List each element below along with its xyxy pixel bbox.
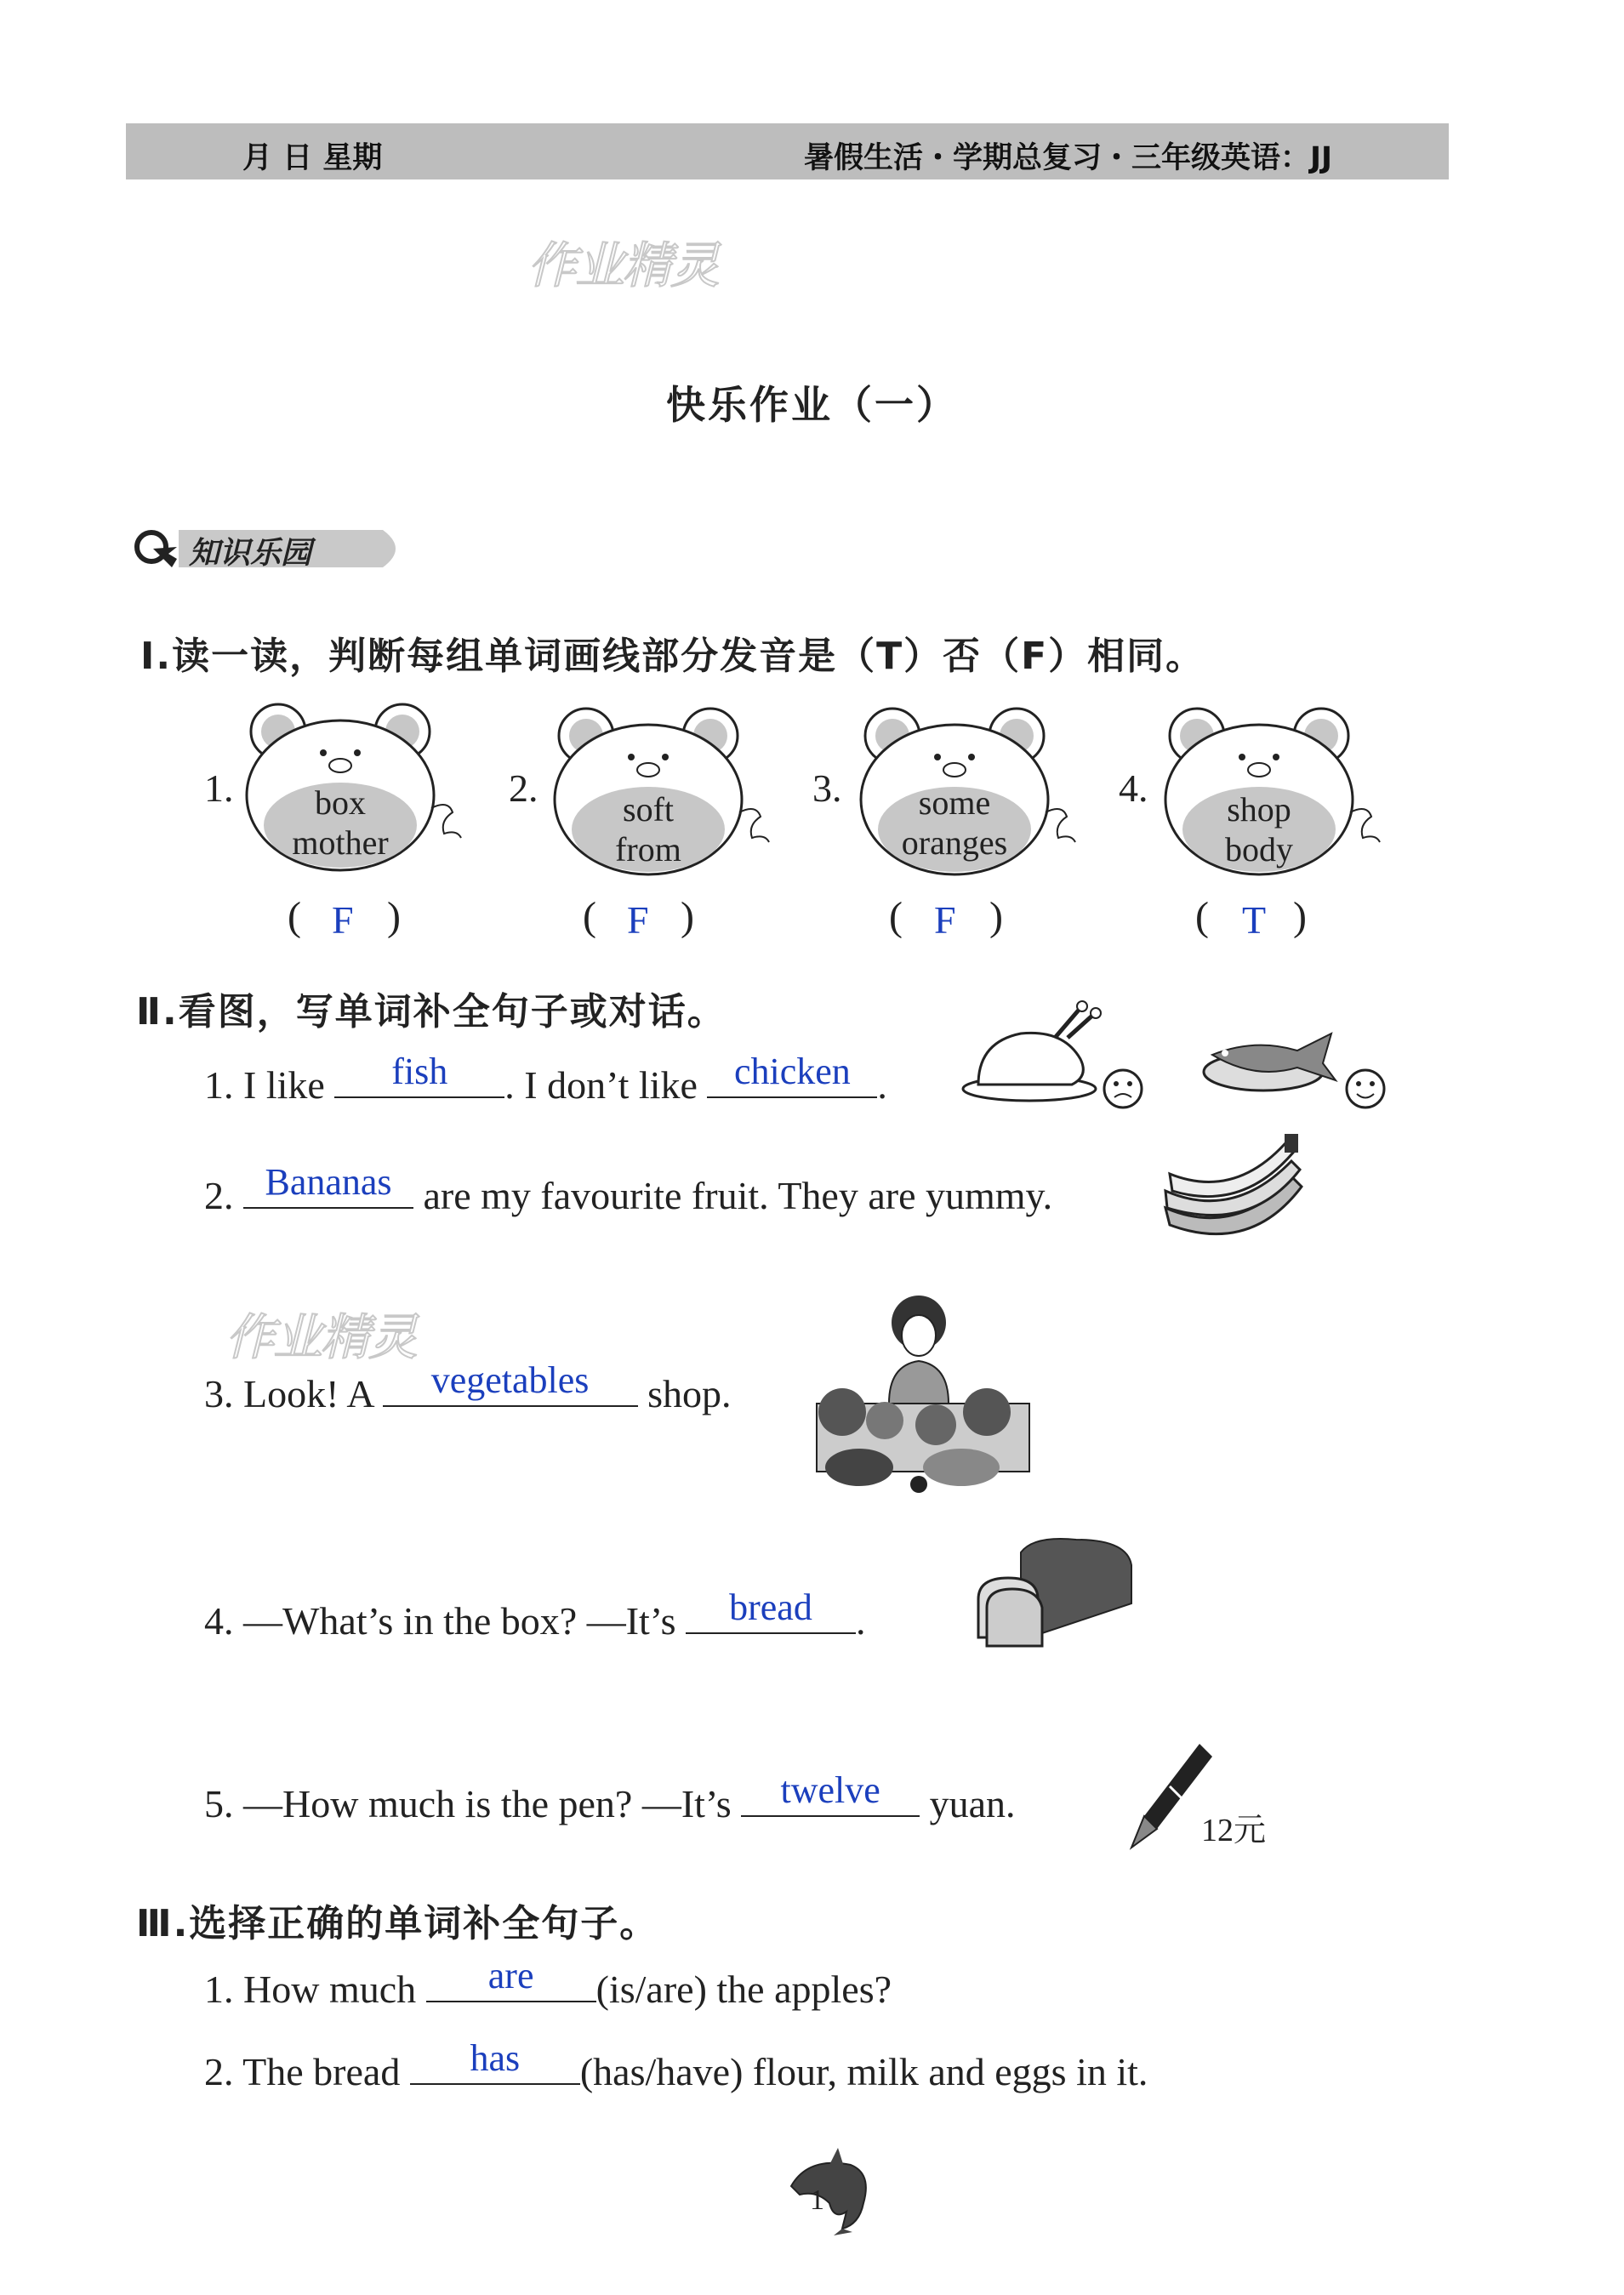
pen-price-label: 12元 [1201, 1813, 1267, 1848]
fish-dish-icon [1195, 1021, 1391, 1114]
q1-item2-paren-close: ) [681, 894, 694, 939]
q2-s1-text-c: . [877, 1063, 887, 1107]
q2-s2-text-b: are my favourite fruit. They are yummy. [413, 1174, 1053, 1217]
q2-s4-blank1[interactable] [686, 1586, 856, 1634]
q3-s1-text-b: (is/are) the apples? [595, 1968, 892, 2011]
q2-sentence-5 [204, 1769, 1016, 1826]
q3-s1-blank1[interactable] [426, 1955, 596, 2002]
header-book-title: 暑假生活・学期总复习・三年级英语：JJ [804, 141, 1333, 175]
q1-item3-word1: some [918, 783, 991, 822]
q3-s2-blank1[interactable] [410, 2037, 580, 2085]
q2-sentence-1 [204, 1051, 887, 1108]
q1-item1-paren-close: ) [387, 894, 401, 939]
q1-item4-answer: T [1242, 898, 1267, 942]
q1-item2-word2: from [615, 830, 681, 868]
q2-s3-blank1[interactable] [383, 1359, 638, 1407]
q3-sentence-1 [204, 1955, 892, 2012]
q2-s1-text-b: . I don’t like [504, 1063, 708, 1107]
q2-s5-blank1[interactable] [741, 1769, 920, 1817]
q2-s1-answer1: fish [391, 1051, 448, 1092]
q1-item2-answer: F [627, 898, 649, 942]
q1-item4-word2: body [1225, 830, 1293, 868]
q1-item1-number: 1. [204, 766, 234, 810]
q1-item3-word2: oranges [901, 823, 1008, 862]
watermark-middle: 作业精灵 [225, 1308, 417, 1366]
q1-item4-paren-close: ) [1293, 894, 1307, 939]
q1-heading: Ⅰ.读一读，判断每组单词画线部分发音是（T）否（F）相同。 [140, 635, 1205, 678]
q3-s2-answer1: has [470, 2037, 521, 2079]
q2-s5-answer1: twelve [780, 1769, 880, 1811]
page-title: 快乐作业（一） [666, 382, 958, 428]
q2-s5-text-a: 5. —How much is the pen? —It’s [204, 1782, 742, 1825]
q2-sentence-3 [204, 1359, 732, 1416]
q2-s4-answer1: bread [729, 1586, 812, 1628]
q2-s3-text-b: shop. [637, 1372, 732, 1415]
q3-s2-text-b: (has/have) flour, milk and eggs in it. [579, 2050, 1148, 2093]
page-number: 1 [810, 2184, 824, 2216]
q3-s2-text-a: 2. The bread [204, 2050, 410, 2093]
q3-s1-answer1: are [487, 1955, 534, 1996]
q2-sentence-4 [204, 1586, 866, 1643]
q2-heading: Ⅱ.看图，写单词补全句子或对话。 [136, 990, 727, 1034]
q3-s1-text-a: 1. How much [204, 1968, 426, 2011]
q1-item2-number: 2. [509, 766, 538, 810]
bread-icon [974, 1531, 1140, 1650]
q2-s1-blank2[interactable] [707, 1051, 877, 1098]
bananas-icon [1157, 1127, 1319, 1255]
roast-chicken-icon [961, 991, 1148, 1110]
q2-s1-answer2: chicken [733, 1051, 851, 1092]
q1-item1-word2: mother [292, 823, 389, 862]
q2-s4-text-b: . [855, 1599, 866, 1643]
watermark-top: 作业精灵 [527, 236, 719, 294]
vegetable-shop-icon [808, 1284, 1038, 1501]
q1-item3-number: 3. [812, 766, 842, 810]
q2-s1-text-a: 1. I like [204, 1063, 335, 1107]
header-date-label: 月 日 星期 [242, 141, 383, 175]
dolphin-icon [783, 2144, 885, 2237]
q2-s5-text-b: yuan. [920, 1782, 1016, 1825]
q2-s3-text-a: 3. Look! A [204, 1372, 383, 1415]
q1-item3-paren-open: ( [889, 894, 903, 939]
sad-face-icon [1104, 1070, 1142, 1108]
q1-item4-paren-open: ( [1195, 894, 1209, 939]
section-label: 知识乐园 [189, 536, 312, 571]
q1-item1-word1: box [315, 783, 366, 822]
q2-s1-blank1[interactable] [334, 1051, 504, 1098]
q2-s2-text-a: 2. [204, 1174, 243, 1217]
q2-s4-text-a: 4. —What’s in the box? —It’s [204, 1599, 686, 1643]
q1-item4-word1: shop [1227, 790, 1291, 829]
smile-face-icon [1347, 1070, 1384, 1108]
q1-item2-paren-open: ( [583, 894, 596, 939]
q1-item4-number: 4. [1119, 766, 1148, 810]
q1-item1-answer: F [332, 898, 354, 942]
q2-s2-blank1[interactable] [243, 1161, 413, 1209]
magnifier-icon [137, 532, 166, 561]
q3-sentence-2 [204, 2037, 1148, 2094]
q2-s3-answer1: vegetables [430, 1359, 590, 1401]
q3-heading: Ⅲ.选择正确的单词补全句子。 [136, 1902, 659, 1945]
q2-sentence-2 [204, 1161, 1053, 1218]
q1-item3-answer: F [934, 898, 956, 942]
q1-item2-word1: soft [623, 790, 674, 829]
q1-item3-paren-close: ) [989, 894, 1003, 939]
q1-item1-paren-open: ( [288, 894, 301, 939]
q2-s2-answer1: Bananas [265, 1161, 392, 1203]
